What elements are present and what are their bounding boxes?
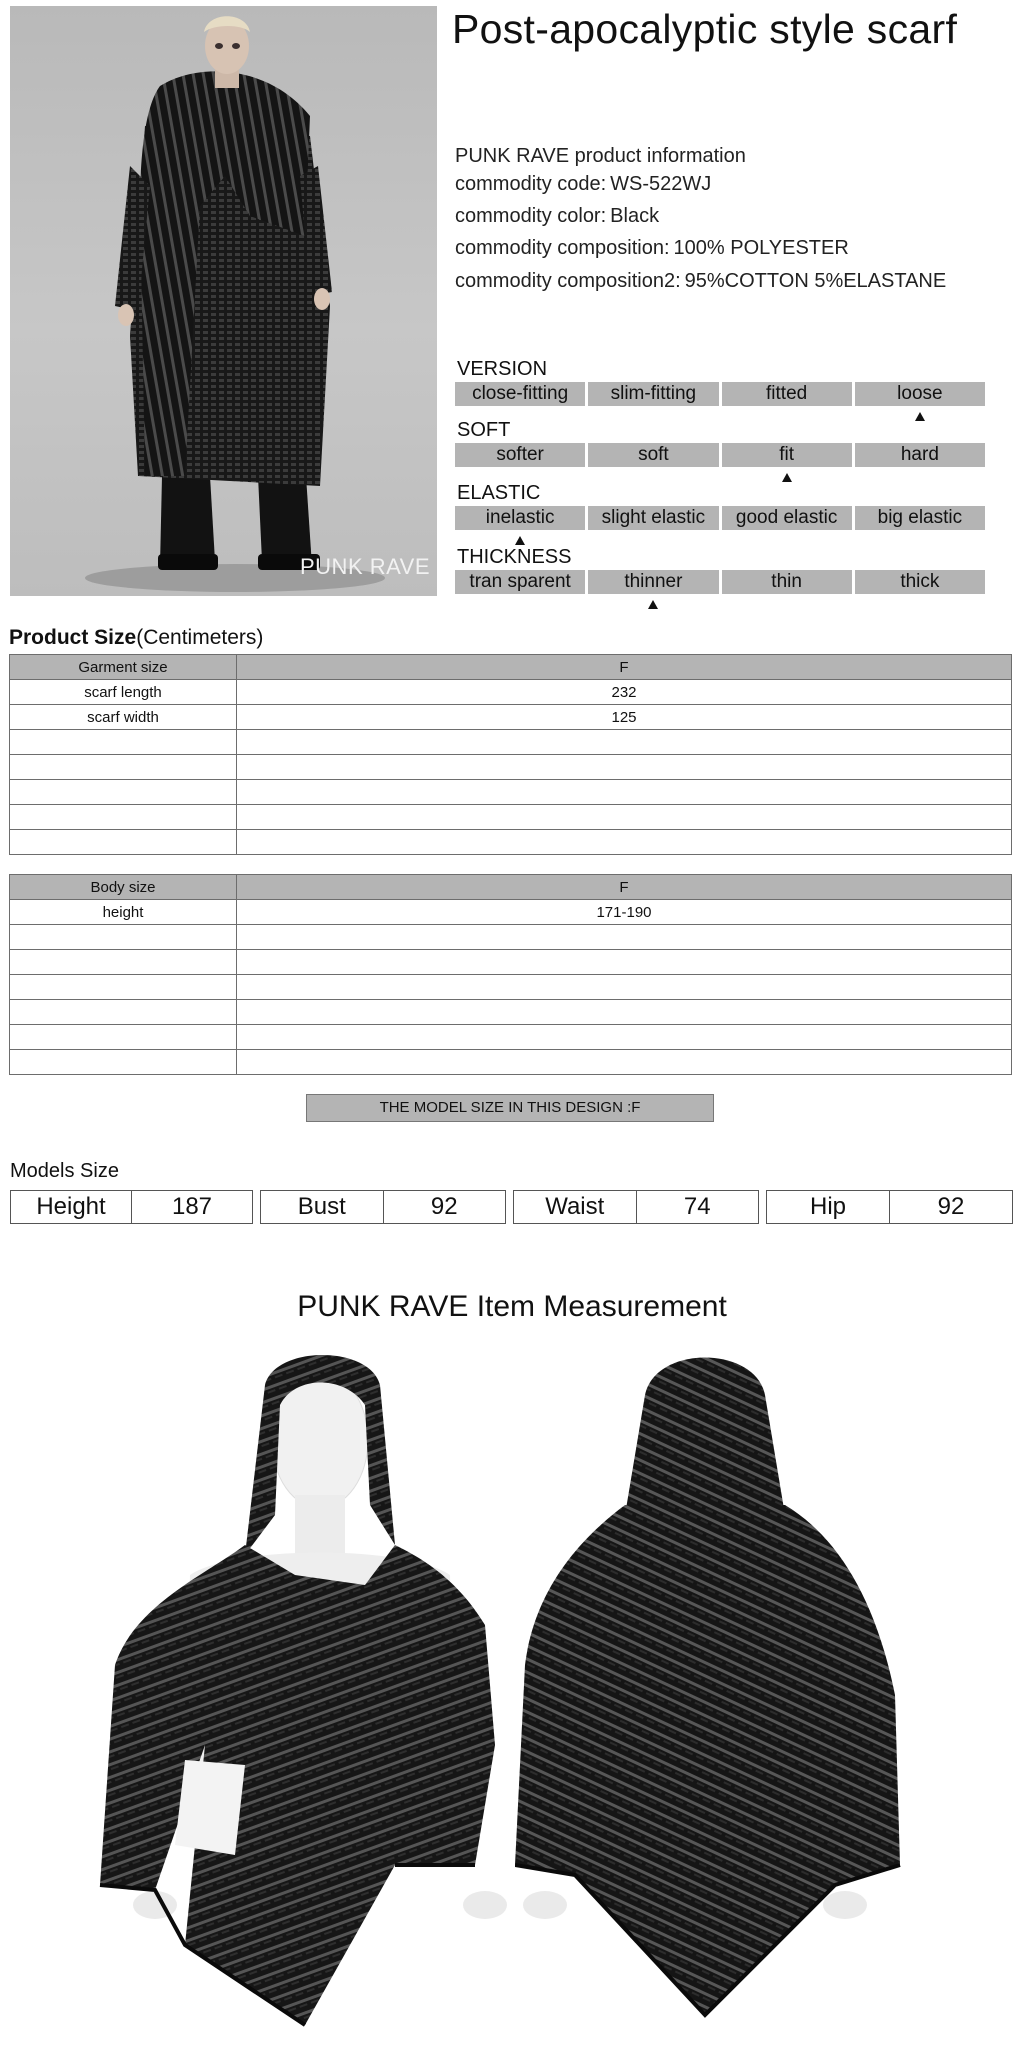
table-row bbox=[10, 950, 1012, 975]
table-row bbox=[10, 1050, 1012, 1075]
table-row bbox=[10, 1025, 1012, 1050]
model-size-note: THE MODEL SIZE IN THIS DESIGN :F bbox=[306, 1094, 714, 1122]
table-cell: 171-190 bbox=[237, 900, 1012, 925]
table-cell: scarf length bbox=[10, 680, 237, 705]
table-header-cell: F bbox=[237, 655, 1012, 680]
scale-option: soft bbox=[588, 443, 718, 467]
table-row bbox=[10, 680, 1012, 705]
table-row bbox=[10, 900, 1012, 925]
scale-title-version: VERSION bbox=[457, 358, 548, 380]
table-cell bbox=[10, 975, 237, 1000]
info-commodity-code bbox=[455, 173, 711, 196]
info-label: commodity code: bbox=[455, 173, 607, 195]
table-cell bbox=[10, 755, 237, 780]
scale-option: tran sparent bbox=[455, 570, 585, 594]
models-size-heading: Models Size bbox=[10, 1160, 119, 1182]
table-cell bbox=[10, 1050, 237, 1075]
scale-version bbox=[455, 382, 985, 406]
body-size-table bbox=[9, 874, 1012, 1075]
models-size-value: 187 bbox=[171, 1193, 213, 1220]
table-cell: 125 bbox=[237, 705, 1012, 730]
scale-option: softer bbox=[455, 443, 585, 467]
info-commodity-color bbox=[455, 205, 659, 228]
table-row bbox=[10, 925, 1012, 950]
table-cell bbox=[237, 805, 1012, 830]
table-cell bbox=[237, 730, 1012, 755]
table-row bbox=[10, 830, 1012, 855]
table-header-cell: F bbox=[237, 875, 1012, 900]
models-size-value: 74 bbox=[683, 1193, 711, 1220]
scale-option: slight elastic bbox=[588, 506, 718, 530]
scale-option: inelastic bbox=[455, 506, 585, 530]
table-row bbox=[10, 1000, 1012, 1025]
scale-option: close-fitting bbox=[455, 382, 585, 406]
table-cell bbox=[237, 975, 1012, 1000]
product-size-heading bbox=[9, 626, 263, 650]
info-value: Black bbox=[610, 205, 660, 227]
scale-option: thin bbox=[722, 570, 852, 594]
watermark: PUNK RAVE bbox=[300, 554, 431, 579]
product-size-title: Product Size bbox=[9, 626, 137, 649]
scale-title-elastic: ELASTIC bbox=[457, 482, 541, 504]
table-cell: 232 bbox=[237, 680, 1012, 705]
table-cell bbox=[10, 805, 237, 830]
models-size-bust bbox=[260, 1190, 506, 1224]
table-cell bbox=[237, 780, 1012, 805]
table-cell: scarf width bbox=[10, 705, 237, 730]
info-value: WS-522WJ bbox=[610, 173, 712, 195]
info-value: 100% POLYESTER bbox=[673, 237, 849, 259]
model-photo bbox=[10, 6, 437, 596]
scale-title-soft: SOFT bbox=[457, 419, 511, 441]
table-row bbox=[10, 730, 1012, 755]
models-size-label: Bust bbox=[261, 1191, 384, 1223]
scale-option: slim-fitting bbox=[588, 382, 718, 406]
product-title: Post-apocalyptic style scarf bbox=[452, 6, 958, 52]
scale-option: thick bbox=[855, 570, 985, 594]
table-header-row bbox=[10, 655, 1012, 680]
models-size-label: Height bbox=[11, 1191, 132, 1223]
table-header-cell: Garment size bbox=[10, 655, 237, 680]
table-cell bbox=[10, 1000, 237, 1025]
scale-thickness bbox=[455, 570, 985, 594]
models-size-waist bbox=[513, 1190, 759, 1224]
measurement-title: PUNK RAVE Item Measurement bbox=[297, 1290, 727, 1323]
table-cell bbox=[10, 830, 237, 855]
back-view-image bbox=[515, 1345, 965, 2035]
models-size-value: 92 bbox=[430, 1193, 458, 1220]
scale-option: loose bbox=[855, 382, 985, 406]
scale-option: good elastic bbox=[722, 506, 852, 530]
scale-soft bbox=[455, 443, 985, 467]
scarf-back-figure bbox=[515, 1345, 965, 2035]
models-size-height bbox=[10, 1190, 253, 1224]
models-size-label: Hip bbox=[767, 1191, 890, 1223]
front-view-image bbox=[95, 1345, 545, 2035]
product-size-unit: (Centimeters) bbox=[136, 626, 264, 649]
table-cell bbox=[10, 950, 237, 975]
table-cell bbox=[237, 1050, 1012, 1075]
scarf-front-figure bbox=[95, 1345, 545, 2035]
table-row bbox=[10, 780, 1012, 805]
table-cell bbox=[237, 925, 1012, 950]
garment-size-table bbox=[9, 654, 1012, 855]
scale-option: thinner bbox=[588, 570, 718, 594]
scale-title-thickness: THICKNESS bbox=[457, 546, 572, 568]
info-label: commodity composition: bbox=[455, 237, 670, 259]
scale-option: fitted bbox=[722, 382, 852, 406]
table-row bbox=[10, 975, 1012, 1000]
info-label: commodity color: bbox=[455, 205, 607, 227]
model-figure bbox=[10, 6, 437, 596]
table-cell bbox=[10, 730, 237, 755]
scale-option: hard bbox=[855, 443, 985, 467]
info-heading: PUNK RAVE product information bbox=[455, 145, 746, 167]
table-header-row bbox=[10, 875, 1012, 900]
models-size-value: 92 bbox=[937, 1193, 965, 1220]
table-cell bbox=[237, 1000, 1012, 1025]
table-cell bbox=[237, 950, 1012, 975]
table-cell bbox=[10, 1025, 237, 1050]
selection-marker-icon bbox=[915, 412, 925, 421]
table-header-cell: Body size bbox=[10, 875, 237, 900]
info-commodity-composition bbox=[455, 237, 849, 260]
table-row bbox=[10, 805, 1012, 830]
scale-option: big elastic bbox=[855, 506, 985, 530]
table-cell bbox=[237, 830, 1012, 855]
models-size-label: Waist bbox=[514, 1191, 637, 1223]
table-cell: height bbox=[10, 900, 237, 925]
scale-elastic bbox=[455, 506, 985, 530]
info-label: commodity composition2: bbox=[455, 270, 681, 292]
table-cell bbox=[10, 780, 237, 805]
table-row bbox=[10, 705, 1012, 730]
info-value: 95%COTTON 5%ELASTANE bbox=[684, 270, 947, 292]
selection-marker-icon bbox=[515, 536, 525, 545]
table-cell bbox=[237, 755, 1012, 780]
selection-marker-icon bbox=[782, 473, 792, 482]
models-size-hip bbox=[766, 1190, 1013, 1224]
table-row bbox=[10, 755, 1012, 780]
table-cell bbox=[10, 925, 237, 950]
table-cell bbox=[237, 1025, 1012, 1050]
scale-option: fit bbox=[722, 443, 852, 467]
info-commodity-composition2 bbox=[455, 270, 946, 293]
selection-marker-icon bbox=[648, 600, 658, 609]
